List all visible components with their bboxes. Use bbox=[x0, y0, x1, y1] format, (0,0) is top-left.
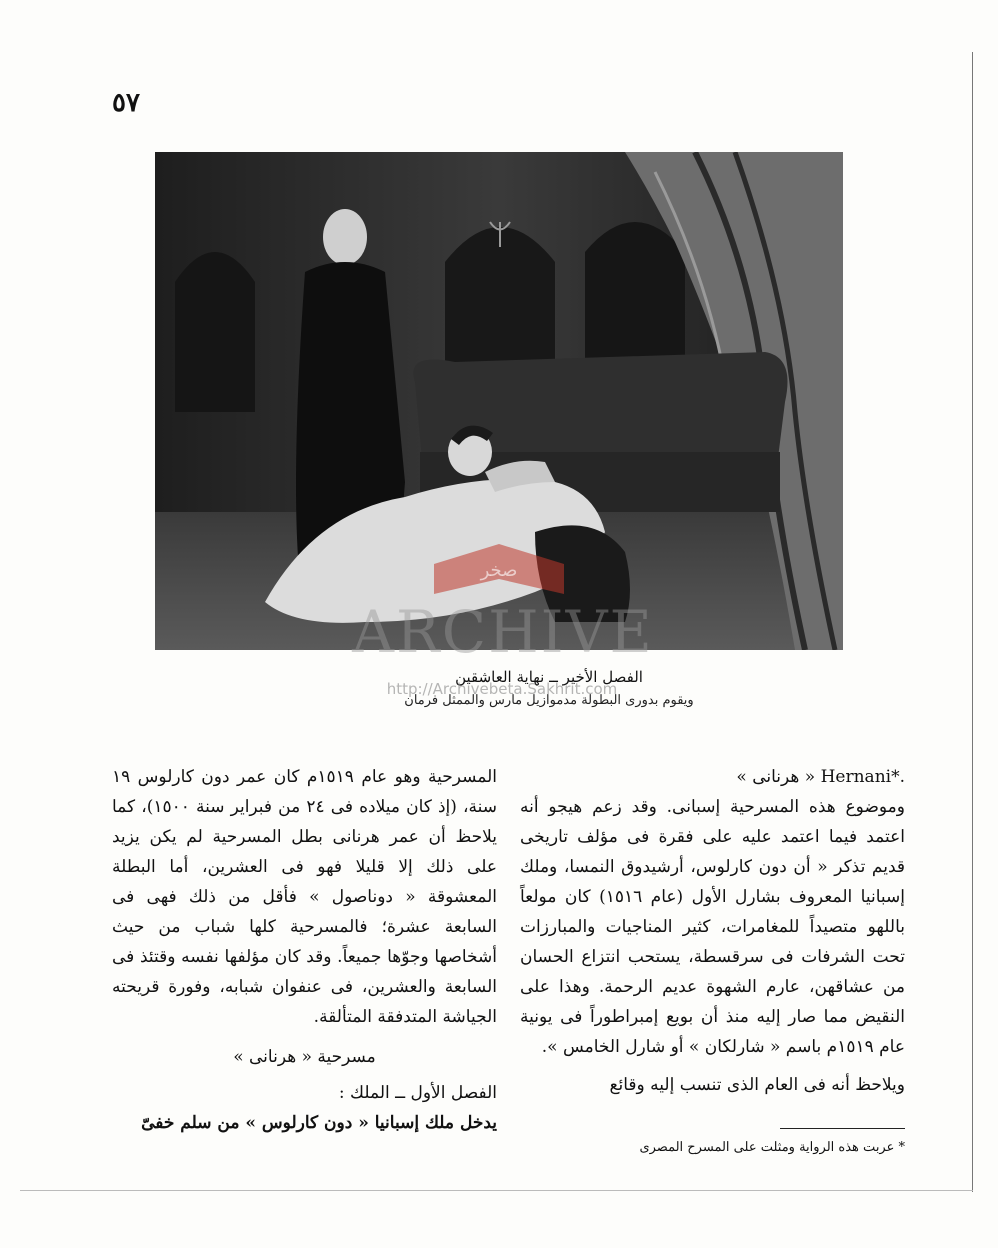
figure-caption-credits: ويقوم بدورى البطولة مدموازيل مارس والممثل فرمان bbox=[404, 693, 694, 708]
left-column bbox=[112, 762, 497, 1138]
sakhrit-logo bbox=[424, 534, 574, 604]
paragraph: يدخل ملك إسبانيا « دون كارلوس » من سلم خفىّ bbox=[141, 1113, 497, 1133]
paragraph: ويلاحظ أنه فى العام الذى تنسب إليه وقائع bbox=[609, 1075, 905, 1095]
watermark-archive: ARCHIVE bbox=[352, 598, 654, 666]
footnote: * عربت هذه الرواية ومثلت على المسرح المصرى bbox=[639, 1140, 905, 1155]
act-heading: الفصل الأول ــ الملك : bbox=[338, 1083, 497, 1103]
paragraph: وموضوع هذه المسرحية إسبانى. وقد زعم هيجو أنه اعتمد فيما اعتمد عليه على فقرة فى مؤلف تاريخى قديم تذكر « أن دون كارلوس، أرشيدوق النمسا، وملك إسبانيا المعروف بشارل الأول (عام ١٥١٦) كان مولعاً باللهو متصيداً للمغامرات، كثير المناجيات والمبارزات تحت الشرفات فى سرقسطة، يستحب انتزاع الحسان من عشاقهن، عارم الشهوة عديم الرحمة. وهذا على النقيض مما صار إليه منذ أن بويع إمبراطوراً فى يونية عام ١٥١٩م باسم « شارلكان » أو شارل الخامس ». bbox=[520, 797, 905, 1057]
logo-text: صخر bbox=[480, 560, 518, 581]
article-title-line bbox=[520, 762, 905, 792]
section-heading: مسرحية « هرنانى » bbox=[233, 1047, 376, 1067]
page-number: ٥٧ bbox=[112, 88, 140, 118]
paragraph: المسرحية وهو عام ١٥١٩م كان عمر دون كارلوس ١٩ سنة، (إذ كان ميلاده فى ٢٤ من فبراير سنة ١٥٠٠)، كما يلاحظ أن عمر هرنانى بطل المسرحية لم يكن يزيد على ذلك إلا قليلا فهو فى العشرين، أما البطلة المعشوقة « دوناصول » فأقل من ذلك فهى فى السابعة عشرة؛ فالمسرحية كلها شباب من حيث أشخاصها وجوّها جميعاً. وقد كان مؤلفها نفسه وقتئذ فى السابعة والعشرين، فى عنفوان شبابه، وفورة قريحته الجياشة المتدفقة المتألقة. bbox=[112, 767, 497, 1027]
title-hernani: « هرنانى » Hernani*. bbox=[736, 767, 905, 787]
watermark-url: http://Archivebeta.Sakhrit.com bbox=[386, 680, 618, 698]
page-frame-right bbox=[972, 52, 973, 1192]
footnote-divider bbox=[780, 1128, 905, 1129]
page-frame-bottom bbox=[20, 1190, 973, 1191]
figure-caption-title: الفصل الأخير ــ نهاية العاشقين bbox=[455, 668, 643, 686]
right-column bbox=[520, 762, 905, 1100]
